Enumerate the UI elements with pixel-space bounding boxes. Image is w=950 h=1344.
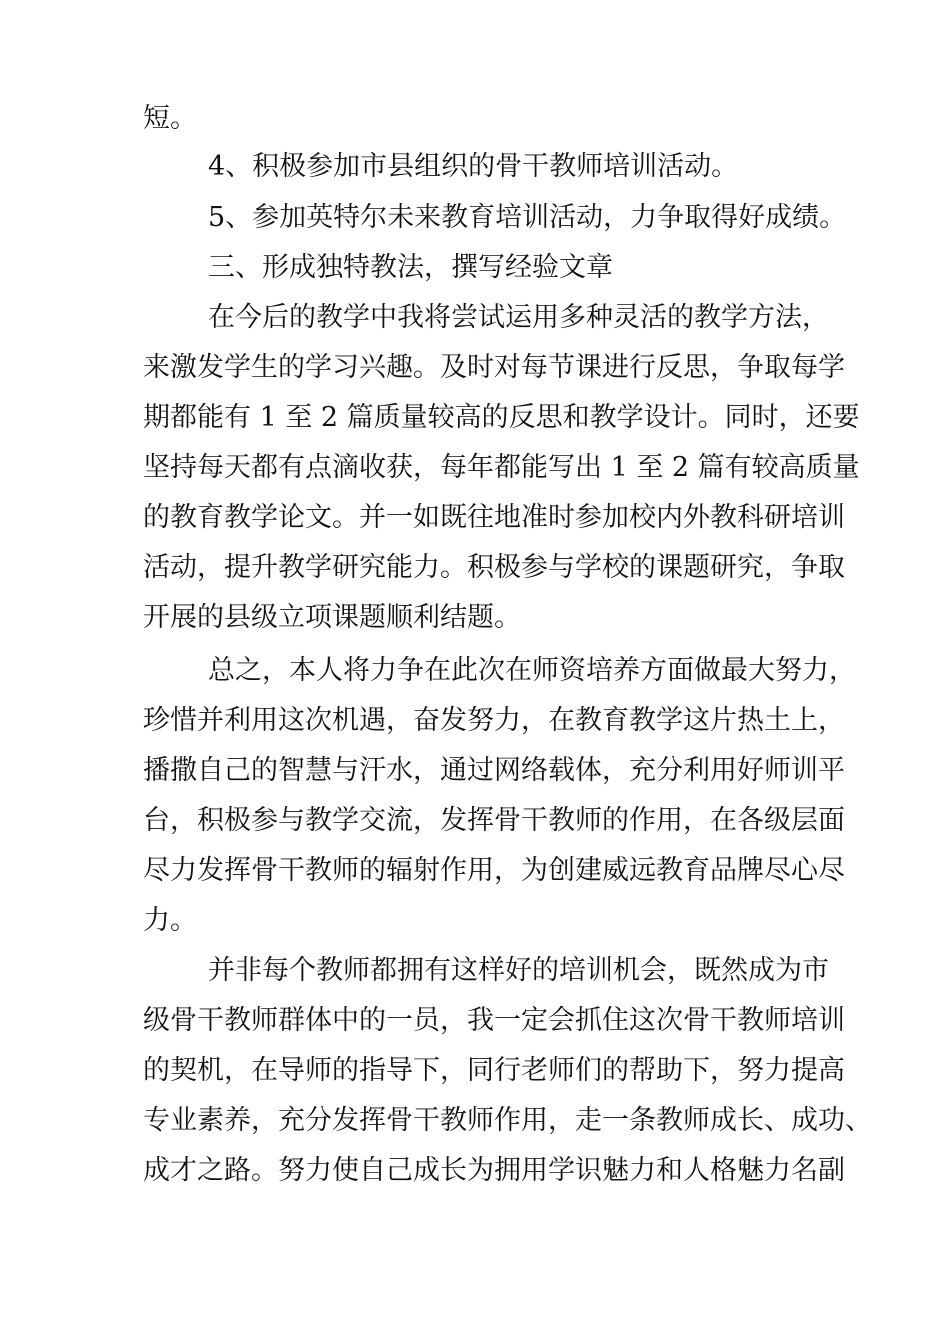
paragraph-line: 活动，提升教学研究能力。积极参与学校的课题研究，争取 — [143, 552, 845, 583]
paragraph-line: 在今后的教学中我将尝试运用多种灵活的教学方法， — [208, 302, 829, 333]
paragraph-line: 播撒自己的智慧与汗水，通过网络载体，充分利用好师训平 — [143, 755, 845, 786]
paragraph-line: 级骨干教师群体中的一员，我一定会抓住这次骨干教师培训 — [143, 1005, 845, 1036]
paragraph-line: 珍惜并利用这次机遇，奋发努力，在教育教学这片热土上， — [143, 705, 845, 736]
paragraph-line: 力。 — [143, 905, 197, 936]
paragraph-line: 专业素养，充分发挥骨干教师作用，走一条教师成长、成功、 — [143, 1105, 872, 1136]
list-item: 5、参加英特尔未来教育培训活动，力争取得好成绩。 — [208, 202, 847, 233]
paragraph-line: 并非每个教师都拥有这样好的培训机会，既然成为市 — [208, 955, 829, 986]
paragraph-line: 期都能有 1 至 2 篇质量较高的反思和教学设计。同时，还要 — [143, 402, 860, 433]
paragraph-line: 成才之路。努力使自己成长为拥用学识魅力和人格魅力名副 — [143, 1155, 845, 1186]
paragraph-line: 总之，本人将力争在此次在师资培养方面做最大努力， — [208, 655, 856, 686]
paragraph-line: 来激发学生的学习兴趣。及时对每节课进行反思，争取每学 — [143, 352, 845, 383]
paragraph-line: 台，积极参与教学交流，发挥骨干教师的作用，在各级层面 — [143, 805, 845, 836]
paragraph-line: 的教育教学论文。并一如既往地准时参加校内外教科研培训 — [143, 502, 845, 533]
list-item: 4、积极参加市县组织的骨干教师培训活动。 — [208, 151, 739, 182]
text-line: 短。 — [143, 103, 197, 134]
paragraph-line: 尽力发挥骨干教师的辐射作用，为创建威远教育品牌尽心尽 — [143, 855, 845, 886]
paragraph-line: 坚持每天都有点滴收获，每年都能写出 1 至 2 篇有较高质量 — [143, 452, 860, 483]
paragraph-line: 开展的县级立项课题顺利结题。 — [143, 602, 521, 633]
paragraph-line: 的契机，在导师的指导下，同行老师们的帮助下，努力提高 — [143, 1055, 845, 1086]
section-heading: 三、形成独特教法，撰写经验文章 — [208, 252, 613, 283]
